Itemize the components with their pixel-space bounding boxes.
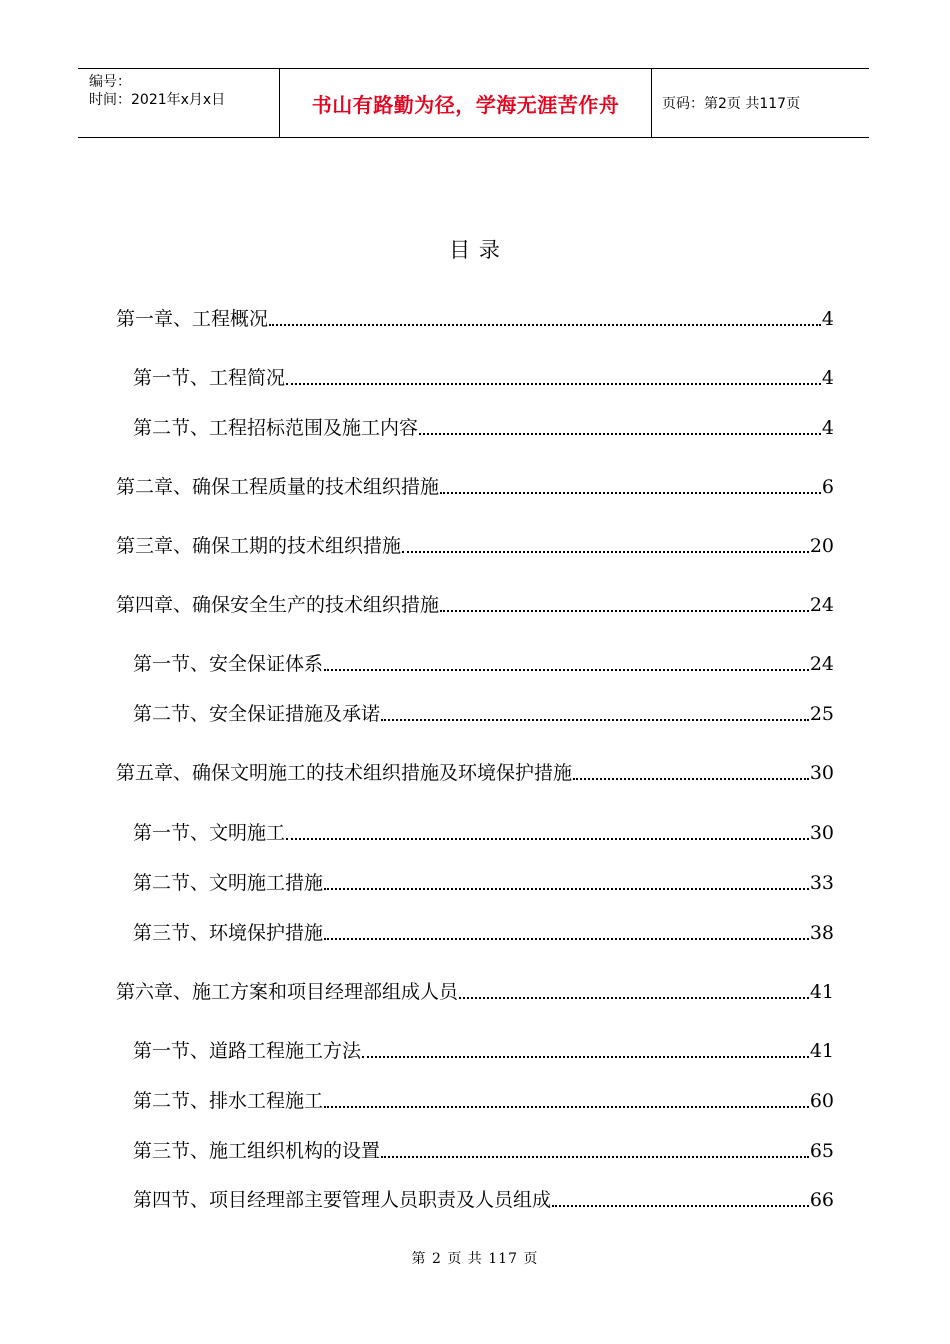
toc-dot-leader	[419, 433, 821, 435]
toc-entry-page-number: 4	[821, 367, 834, 389]
toc-entry-page-number: 24	[809, 594, 834, 616]
toc-dot-leader	[402, 551, 809, 553]
motto-text: 书山有路勤为径，学海无涯苦作舟	[311, 92, 620, 117]
toc-dot-leader	[381, 719, 809, 721]
toc-section-entry	[133, 701, 834, 727]
toc-entry-label: 第四章、确保安全生产的技术组织措施	[116, 594, 440, 616]
toc-entry-label: 第四节、项目经理部主要管理人员职责及人员组成	[133, 1189, 552, 1211]
toc-chapter-entry	[116, 533, 834, 559]
toc-entry-page-number: 60	[809, 1090, 834, 1112]
toc-entry-page-number: 30	[809, 762, 834, 784]
toc-entry-label: 第二节、工程招标范围及施工内容	[133, 417, 419, 439]
toc-section-entry	[133, 1038, 834, 1064]
toc-dot-leader	[440, 610, 809, 612]
toc-title: 目 录	[449, 238, 501, 262]
toc-dot-leader	[324, 669, 809, 671]
toc-entry-label: 第三节、环境保护措施	[133, 922, 324, 944]
toc-entry-label: 第三节、施工组织机构的设置	[133, 1140, 381, 1162]
toc-dot-leader	[440, 492, 821, 494]
toc-entry-label: 第三章、确保工期的技术组织措施	[116, 535, 402, 557]
toc-entry-page-number: 25	[809, 703, 834, 725]
toc-entry-label: 第六章、施工方案和项目经理部组成人员	[116, 981, 459, 1003]
toc-dot-leader	[286, 838, 809, 840]
toc-dot-leader	[324, 938, 809, 940]
toc-entry-page-number: 4	[821, 417, 834, 439]
toc-entry-label: 第二节、文明施工措施	[133, 872, 324, 894]
toc-dot-leader	[573, 778, 809, 780]
toc-entry-label: 第二节、安全保证措施及承诺	[133, 703, 381, 725]
document-number-label: 编号：	[89, 74, 131, 90]
toc-entry-label: 第一节、安全保证体系	[133, 653, 324, 675]
toc-section-entry	[133, 920, 834, 946]
toc-section-entry	[133, 365, 834, 391]
document-date: 时间：2021年x月x日	[89, 92, 226, 108]
toc-entry-page-number: 41	[809, 981, 834, 1003]
toc-entry-label: 第五章、确保文明施工的技术组织措施及环境保护措施	[116, 762, 573, 784]
toc-entry-label: 第一节、道路工程施工方法	[133, 1040, 362, 1062]
toc-section-entry	[133, 1138, 834, 1164]
toc-dot-leader	[286, 383, 821, 385]
toc-entry-page-number: 24	[809, 653, 834, 675]
toc-section-entry	[133, 1187, 834, 1213]
toc-dot-leader	[324, 888, 809, 890]
toc-entry-page-number: 65	[809, 1140, 834, 1162]
toc-section-entry	[133, 820, 834, 846]
toc-entry-page-number: 33	[809, 872, 834, 894]
page-info: 页码：第2页 共117页	[662, 96, 801, 112]
toc-entry-label: 第二章、确保工程质量的技术组织措施	[116, 476, 440, 498]
toc-entry-page-number: 30	[809, 822, 834, 844]
toc-dot-leader	[324, 1106, 809, 1108]
toc-entry-label: 第二节、排水工程施工	[133, 1090, 324, 1112]
toc-entry-page-number: 6	[821, 476, 834, 498]
toc-section-entry	[133, 1088, 834, 1114]
toc-section-entry	[133, 651, 834, 677]
toc-chapter-entry	[116, 306, 834, 332]
toc-section-entry	[133, 415, 834, 441]
toc-entry-page-number: 41	[809, 1040, 834, 1062]
toc-dot-leader	[269, 324, 821, 326]
toc-section-entry	[133, 870, 834, 896]
toc-entry-label: 第一节、工程简况	[133, 367, 286, 389]
toc-chapter-entry	[116, 592, 834, 618]
toc-dot-leader	[552, 1205, 809, 1207]
toc-dot-leader	[362, 1056, 809, 1058]
toc-entry-page-number: 38	[809, 922, 834, 944]
page-footer: 第 2 页 共 117 页	[411, 1251, 539, 1267]
toc-dot-leader	[459, 997, 809, 999]
toc-entry-page-number: 66	[809, 1189, 834, 1211]
toc-entry-label: 第一节、文明施工	[133, 822, 286, 844]
toc-chapter-entry	[116, 979, 834, 1005]
toc-chapter-entry	[116, 760, 834, 786]
toc-dot-leader	[381, 1156, 809, 1158]
toc-entry-page-number: 4	[821, 308, 834, 330]
toc-entry-page-number: 20	[809, 535, 834, 557]
toc-entry-label: 第一章、工程概况	[116, 308, 269, 330]
toc-chapter-entry	[116, 474, 834, 500]
